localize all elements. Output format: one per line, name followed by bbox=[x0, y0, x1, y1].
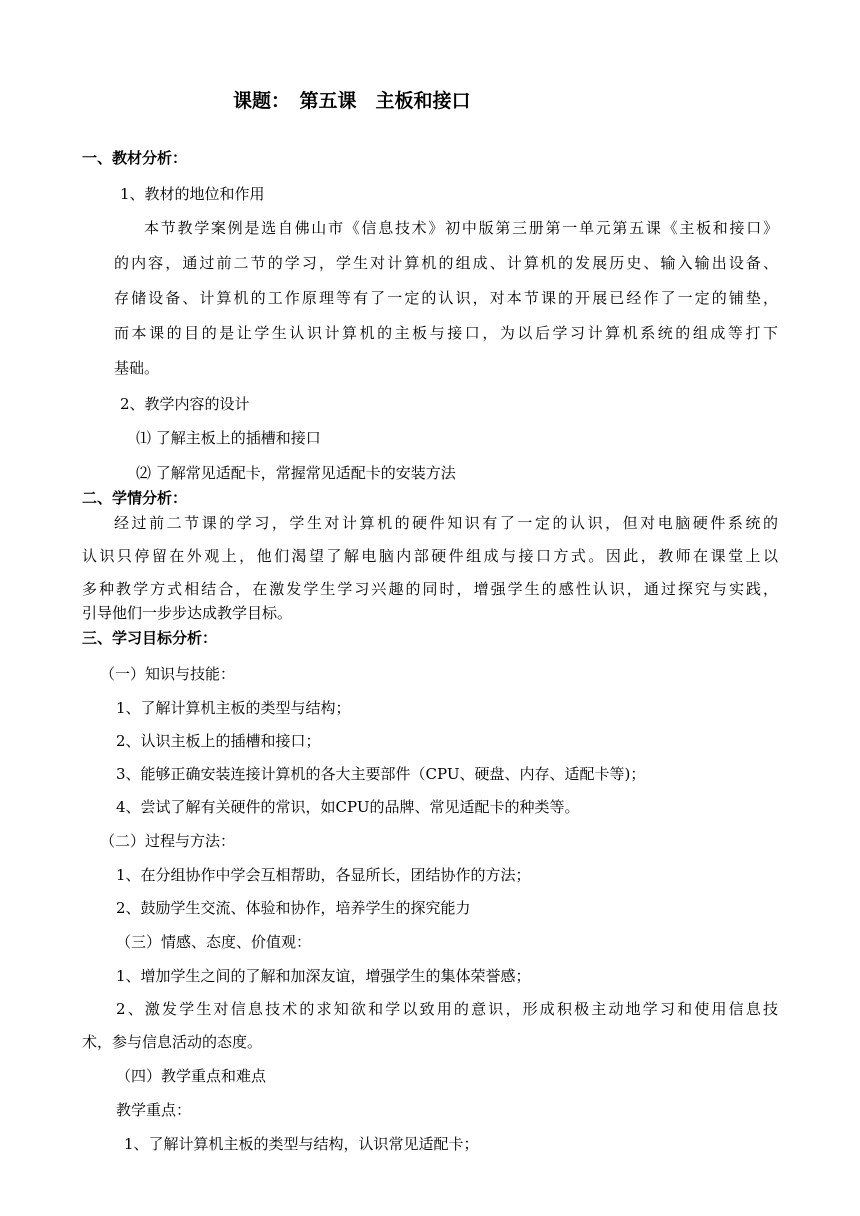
list-item: 2、认识主板上的插槽和接口； bbox=[116, 732, 321, 750]
list-item: 2、鼓励学生交流、体验和协作，培养学生的探究能力 bbox=[116, 899, 471, 917]
list-item: 3、能够正确安装连接计算机的各大主要部件（CPU、硬盘、内存、适配卡等)； bbox=[116, 765, 646, 783]
subheading: 2、教学内容的设计 bbox=[120, 395, 250, 413]
section-heading-1: 一、教材分析： bbox=[82, 149, 188, 167]
paragraph-line: 多种教学方式相结合，在激发学生学习兴趣的同时，增强学生的感性认识，通过探究与实践， bbox=[82, 580, 778, 598]
list-item: 1、了解计算机主板的类型与结构； bbox=[116, 699, 351, 717]
list-item: 1、在分组协作中学会互相帮助，各显所长，团结协作的方法； bbox=[116, 866, 531, 884]
paragraph-line: 基础。 bbox=[114, 359, 160, 377]
paragraph-line: 存储设备、计算机的工作原理等有了一定的认识，对本节课的开展已经作了一定的铺垫， bbox=[114, 289, 778, 307]
paragraph-line: 的内容，通过前二节的学习，学生对计算机的组成、计算机的发展历史、输入输出设备、 bbox=[114, 254, 778, 272]
subheading: 1、教材的地位和作用 bbox=[120, 185, 265, 203]
subheading: （二）过程与方法： bbox=[100, 832, 236, 850]
list-item: 1、了解计算机主板的类型与结构，认识常见适配卡； bbox=[124, 1135, 479, 1153]
paragraph-line: 而本课的目的是让学生认识计算机的主板与接口，为以后学习计算机系统的组成等打下 bbox=[114, 324, 778, 342]
paragraph-line: 经过前二节课的学习，学生对计算机的硬件知识有了一定的认识，但对电脑硬件系统的 bbox=[114, 514, 778, 532]
list-item: ⑴ 了解主板上的插槽和接口 bbox=[136, 429, 321, 447]
section-heading-3: 三、学习目标分析： bbox=[82, 629, 218, 647]
paragraph-line: 引导他们一步步达成教学目标。 bbox=[82, 604, 293, 622]
section-heading-2: 二、学情分析： bbox=[82, 489, 188, 507]
subheading: （一）知识与技能： bbox=[100, 665, 236, 683]
list-item: 1、增加学生之间的了解和加深友谊，增强学生的集体荣誉感； bbox=[116, 967, 531, 985]
subheading: 教学重点： bbox=[116, 1101, 192, 1119]
paragraph-line: 认识只停留在外观上，他们渴望了解电脑内部硬件组成与接口方式。因此，教师在课堂上以 bbox=[82, 547, 778, 565]
paragraph-line: 本节教学案例是选自佛山市《信息技术》初中版第三册第一单元第五课《主板和接口》 bbox=[144, 219, 778, 237]
list-item: 术，参与信息活动的态度。 bbox=[82, 1033, 263, 1051]
list-item: 4、尝试了解有关硬件的常识，如CPU的品牌、常见适配卡的种类等。 bbox=[116, 798, 580, 816]
subheading: （四）教学重点和难点 bbox=[116, 1067, 267, 1085]
page-title: 课题： 第五课 主板和接口 bbox=[233, 90, 471, 112]
list-item: ⑵ 了解常见适配卡，常握常见适配卡的安装方法 bbox=[136, 464, 456, 482]
list-item: 2、激发学生对信息技术的求知欲和学以致用的意识，形成积极主动地学习和使用信息技 bbox=[116, 1000, 778, 1018]
subheading: （三）情感、态度、价值观： bbox=[116, 933, 312, 951]
